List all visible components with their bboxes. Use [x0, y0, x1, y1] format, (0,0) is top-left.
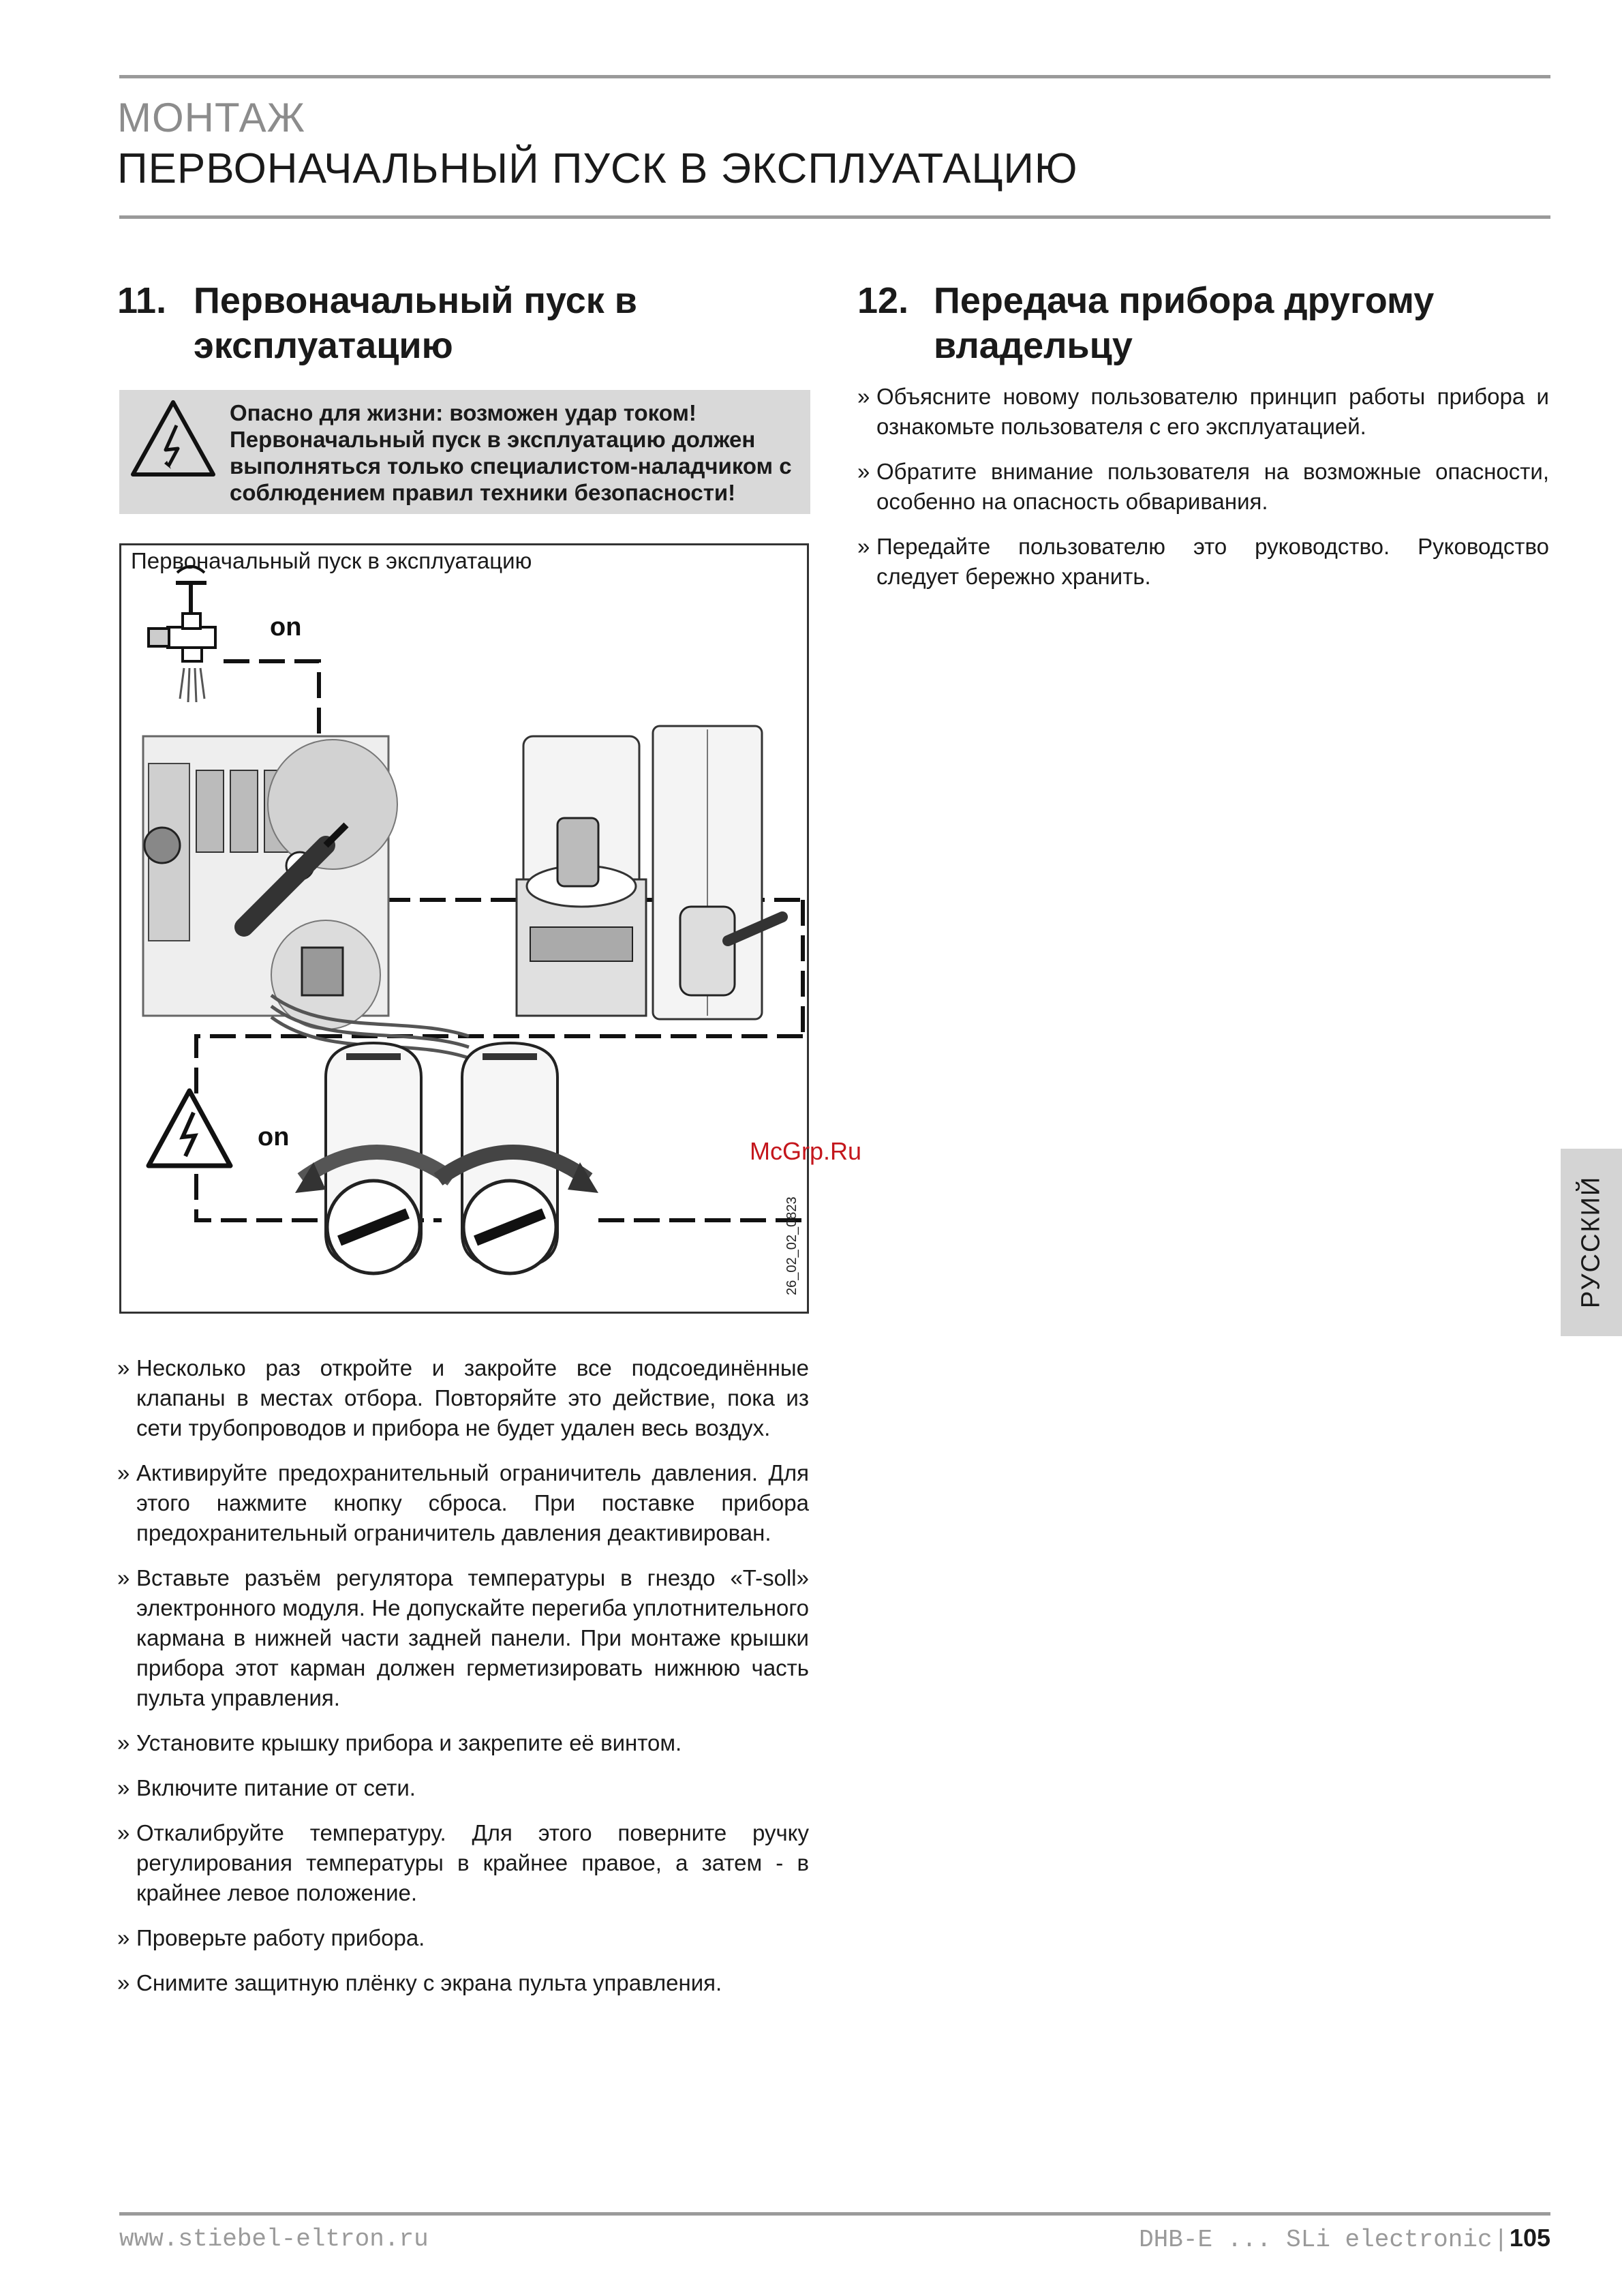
water-drops-icon [180, 668, 204, 702]
section-12-steps [857, 382, 1549, 607]
power-on-label: on [258, 1123, 290, 1151]
warning-line: Опасно для жизни: возможен удар током! [230, 400, 697, 425]
startup-figure [119, 543, 809, 1314]
electric-hazard-icon [129, 398, 217, 479]
section-11-title [117, 280, 799, 368]
list-item: » Объясните новому пользователю принцип работы прибора и ознакомьте пользователя с его эксплуатацией. [857, 382, 1549, 442]
header-rule [119, 215, 1550, 219]
footer-right [1139, 2224, 1550, 2254]
section-12-title-line1: Передача прибора другому [934, 280, 1435, 321]
footer-rule [119, 2212, 1550, 2216]
list-item: » Активируйте предохранительный ограничитель давления. Для этого нажмите кнопку сброса. При поставке прибора предохранительный ограничитель давления деактивирован. [117, 1458, 809, 1548]
section-11-title-line2: эксплуатацию [194, 325, 453, 366]
warning-box [119, 390, 810, 514]
watermark-text: McGrp.Ru [750, 1137, 862, 1165]
section-11-number: 11. [117, 280, 167, 321]
top-rule [119, 75, 1550, 78]
figure-caption: Первоначальный пуск в эксплуатацию [131, 548, 532, 573]
list-item: » Откалибруйте температуру. Для этого поверните ручку регулирования температуры в крайнее правое, а затем - в крайнее левое положение. [117, 1818, 809, 1908]
control-panel-right [438, 1043, 598, 1273]
section-12-title [857, 280, 1539, 368]
chapter-title: МОНТАЖ [117, 95, 306, 140]
tap-on-label: on [270, 613, 302, 641]
water-heater-open-illustration [517, 736, 646, 1016]
list-item: » Проверьте работу прибора. [117, 1923, 809, 1953]
language-tab [1561, 1149, 1622, 1336]
water-tap-icon [149, 567, 215, 661]
list-item: » Несколько раз откройте и закройте все подсоединённые клапаны в местах отбора. Повторяйте это действие, пока из сети трубопроводов и прибора не будет удален весь воздух. [117, 1353, 809, 1443]
section-12-title-line2: владельцу [934, 325, 1133, 366]
list-item: » Вставьте разъём регулятора температуры в гнездо «T-soll» электронного модуля. Не допускайте перегиба уплотнительного кармана в нижней части задней панели. При монтаже крышки прибора этот карман должен герметизировать нижнюю часть пульта управления. [117, 1563, 809, 1713]
electronics-module-illustration [143, 736, 469, 1058]
warning-line: выполняться только специалистом-наладчиком с [230, 453, 792, 479]
footer-separator: | [1497, 2224, 1504, 2252]
page-number: 105 [1509, 2224, 1550, 2252]
power-hazard-icon [149, 1091, 230, 1166]
startup-illustration [121, 545, 807, 1312]
water-heater-closed-illustration [653, 726, 782, 1019]
control-panel-left [295, 1043, 452, 1273]
footer-website: www.stiebel-eltron.ru [119, 2225, 429, 2253]
figure-code: 26_02_02_0823 [784, 1196, 799, 1295]
list-item: » Включите питание от сети. [117, 1773, 809, 1803]
subchapter-title: ПЕРВОНАЧАЛЬНЫЙ ПУСК В ЭКСПЛУАТАЦИЮ [117, 145, 1078, 192]
section-11-steps [117, 1353, 809, 2013]
footer-product: DHB-E ... SLi electronic [1139, 2226, 1493, 2254]
section-11-title-line1: Первоначальный пуск в [194, 280, 637, 321]
language-tab-label: РУССКИЙ [1576, 1175, 1606, 1309]
warning-line: Первоначальный пуск в эксплуатацию должен [230, 427, 756, 452]
warning-line: соблюдением правил техники безопасности! [230, 480, 736, 505]
section-12-number: 12. [857, 280, 909, 321]
warning-text [230, 399, 794, 506]
list-item: » Снимите защитную плёнку с экрана пульта управления. [117, 1968, 809, 1998]
list-item: » Обратите внимание пользователя на возможные опасности, особенно на опасность обваривания. [857, 457, 1549, 517]
list-item: » Передайте пользователю это руководство. Руководство следует бережно хранить. [857, 532, 1549, 592]
list-item: » Установите крышку прибора и закрепите её винтом. [117, 1728, 809, 1758]
